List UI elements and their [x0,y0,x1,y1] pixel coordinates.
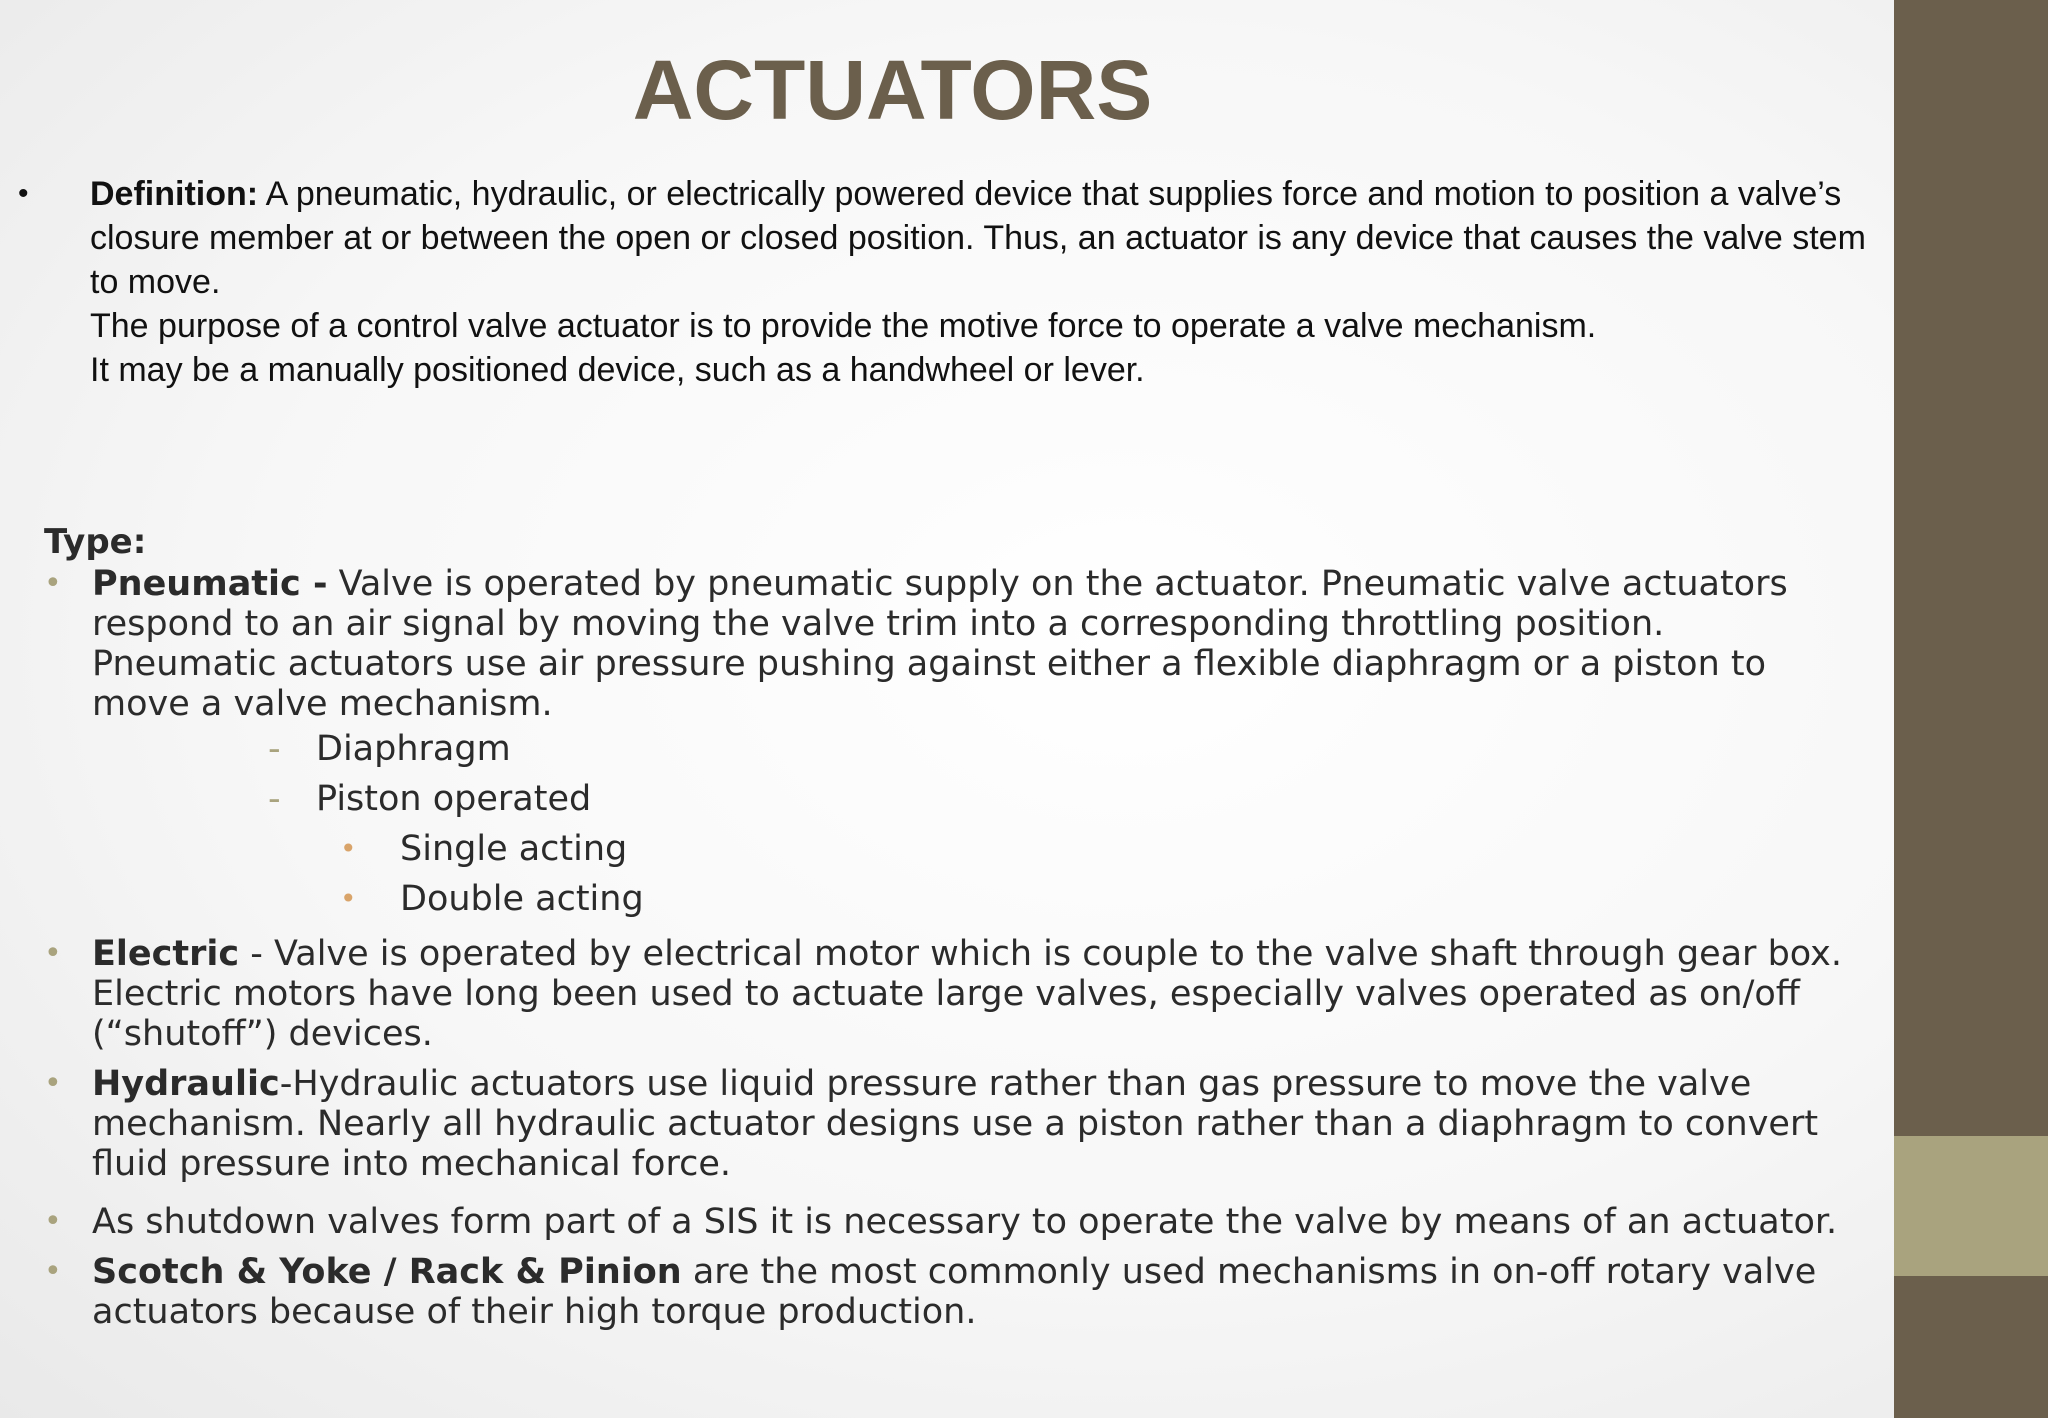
bullet-dot-icon: • [44,1066,62,1101]
sublist-label: Diaphragm [316,729,511,769]
electric-text: - Valve is operated by electrical motor which is couple to the valve shaft through gear box. Electric motors have long been used to actuate large valves, especially valves operated as on/off (“shutoff”) devices. [92,934,1842,1054]
definition-manual: It may be a manually positioned device, such as a handwheel or lever. [90,351,1145,389]
electric-label: Electric [92,934,240,974]
slide-title: ACTUATORS [632,43,1153,137]
dash-icon: - [268,729,281,769]
hydraulic-label: Hydraulic [92,1064,280,1104]
sublist-label: Piston operated [316,779,592,819]
subsublist-label: Double acting [400,879,644,919]
subsublist-item-double [44,874,1874,924]
type-section [44,520,1874,1332]
bullet-dot-icon: • [44,1204,62,1239]
subsublist-item-single [44,824,1874,874]
definition-text: A pneumatic, hydraulic, or electrically powered device that supplies force and motion to position a valve’s closure member at or between the open or closed position. Thus, an actuator is any device that causes the valve stem to move. [90,175,1866,301]
sidebar-accent-band [1894,1136,2048,1276]
definition-paragraph [90,172,1890,304]
definition-block [90,172,1890,392]
bullet-dot-icon: • [44,566,62,601]
subsublist-label: Single acting [400,829,628,869]
list-item-hydraulic [44,1064,1874,1184]
bullet-dot-icon: • [44,1254,62,1289]
list-item-shutdown [44,1202,1874,1242]
bullet-dot-icon: • [340,882,357,915]
sublist-item-piston [44,774,1874,824]
scotch-text: are the most commonly used mechanisms in on-off rotary valve actuators because of their high torque production. [92,1252,1817,1332]
definition-bullet: • [18,177,29,210]
list-item-electric [44,934,1874,1054]
pneumatic-text-2: Pneumatic actuators use air pressure pushing against either a flexible diaphragm or a piston to move a valve mechanism. [92,644,1767,724]
type-heading: Type: [44,522,147,562]
pneumatic-text: Valve is operated by pneumatic supply on the actuator. Pneumatic valve actuators respond to an air signal by moving the valve trim into a corresponding throttling position. [92,564,1788,644]
list-item-pneumatic [44,564,1874,724]
scotch-label: Scotch & Yoke / Rack & Pinion [92,1252,682,1292]
bullet-dot-icon: • [44,936,62,971]
sublist-item-diaphragm [44,724,1874,774]
list-item-scotch-yoke [44,1252,1874,1332]
hydraulic-text: -Hydraulic actuators use liquid pressure rather than gas pressure to move the valve mechanism. Nearly all hydraulic actuator designs use a piston rather than a diaphragm to convert fluid pressure into mechanical force. [92,1064,1819,1184]
dash-icon: - [268,779,281,819]
definition-label: Definition: [90,175,259,213]
definition-purpose: The purpose of a control valve actuator is to provide the motive force to operate a valve mechanism. [90,307,1597,345]
shutdown-text: As shutdown valves form part of a SIS it is necessary to operate the valve by means of an actuator. [92,1202,1838,1242]
pneumatic-label: Pneumatic - [92,564,328,604]
bullet-dot-icon: • [340,832,357,865]
